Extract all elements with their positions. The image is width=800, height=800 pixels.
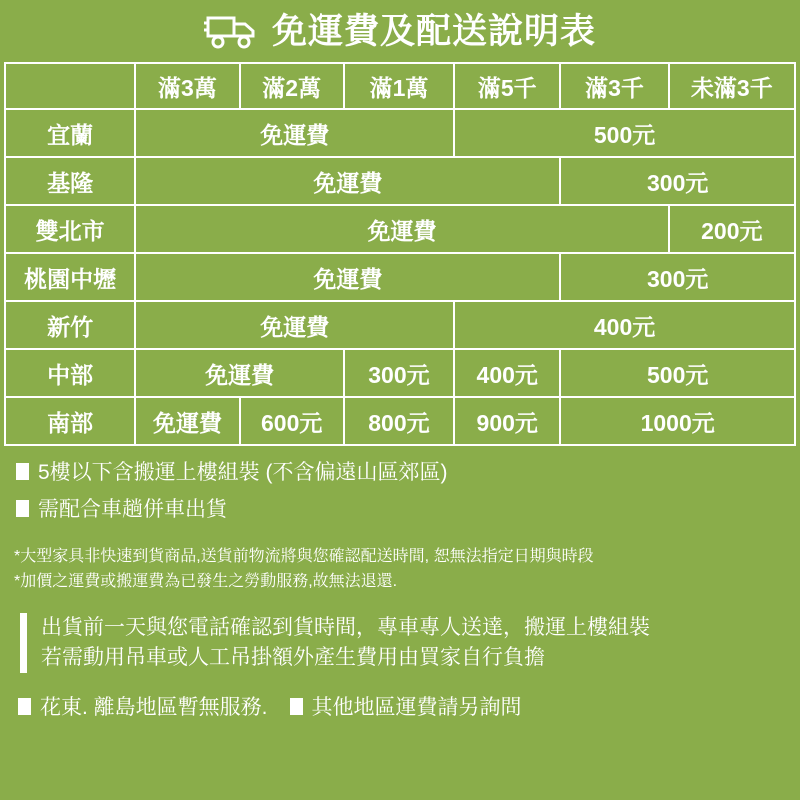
table-body	[5, 109, 795, 445]
row-label: 雙北市	[5, 205, 135, 253]
column-header: 滿3千	[560, 63, 668, 109]
column-header: 滿3萬	[135, 63, 239, 109]
highlight-line: 出貨前一天與您電話確認到貨時間，專車專人送達，搬運上樓組裝	[41, 615, 650, 639]
square-bullet-icon	[290, 698, 303, 715]
truck-icon	[204, 12, 262, 50]
list-item	[16, 456, 800, 486]
table-cell: 免運費	[135, 157, 560, 205]
table-row	[5, 205, 795, 253]
footer-notes	[18, 691, 800, 721]
highlight-block	[20, 613, 800, 674]
fee-table-container	[0, 62, 800, 446]
row-label: 桃園中壢	[5, 253, 135, 301]
table-cell: 300元	[344, 349, 454, 397]
column-header: 未滿3千	[669, 63, 795, 109]
table-cell: 300元	[560, 253, 795, 301]
shipping-fee-table	[4, 62, 796, 446]
table-row	[5, 301, 795, 349]
list-item	[16, 493, 800, 523]
fineprint-line: *加價之運費或搬運費為已發生之勞動服務,故無法退還.	[14, 572, 398, 590]
table-row	[5, 253, 795, 301]
table-row	[5, 349, 795, 397]
note-text: 5樓以下含搬運上樓組裝 (不含偏遠山區郊區)	[38, 461, 448, 484]
table-cell: 900元	[454, 397, 560, 445]
table-cell: 500元	[454, 109, 795, 157]
column-header: 滿5千	[454, 63, 560, 109]
table-header-row	[5, 63, 795, 109]
table-cell: 400元	[454, 349, 560, 397]
table-cell: 300元	[560, 157, 795, 205]
footer-note-text: 花東. 離島地區暫無服務.	[40, 696, 268, 720]
square-bullet-icon	[16, 463, 29, 480]
table-cell: 500元	[560, 349, 795, 397]
fineprint-block	[14, 545, 800, 595]
highlight-line: 若需動用吊車或人工吊掛額外產生費用由買家自行負擔	[41, 646, 545, 670]
square-bullet-icon	[18, 698, 31, 715]
table-cell: 免運費	[135, 397, 239, 445]
table-cell: 免運費	[135, 301, 454, 349]
column-header: 滿2萬	[240, 63, 344, 109]
footer-note	[18, 691, 268, 721]
fineprint-line: *大型家具非快速到貨商品,送貨前物流將與您確認配送時間, 恕無法指定日期與時段	[14, 548, 594, 565]
table-cell: 免運費	[135, 205, 668, 253]
table-cell: 免運費	[135, 109, 454, 157]
page-title: 免運費及配送說明表	[271, 11, 596, 51]
footer-note	[290, 691, 522, 721]
table-row	[5, 109, 795, 157]
table-row	[5, 397, 795, 445]
row-label: 新竹	[5, 301, 135, 349]
table-cell: 400元	[454, 301, 795, 349]
table-row	[5, 157, 795, 205]
note-text: 需配合車趟併車出貨	[38, 498, 227, 521]
table-cell: 免運費	[135, 349, 344, 397]
row-label: 南部	[5, 397, 135, 445]
column-header: 滿1萬	[344, 63, 454, 109]
table-cell: 200元	[669, 205, 795, 253]
table-cell: 免運費	[135, 253, 560, 301]
row-label: 宜蘭	[5, 109, 135, 157]
row-label: 基隆	[5, 157, 135, 205]
row-label: 中部	[5, 349, 135, 397]
table-corner-cell	[5, 63, 135, 109]
page-header	[0, 0, 800, 62]
table-cell: 1000元	[560, 397, 795, 445]
square-bullet-icon	[16, 500, 29, 517]
notes-list	[16, 456, 800, 523]
table-cell: 800元	[344, 397, 454, 445]
table-cell: 600元	[240, 397, 344, 445]
footer-note-text: 其他地區運費請另詢問	[311, 696, 522, 720]
